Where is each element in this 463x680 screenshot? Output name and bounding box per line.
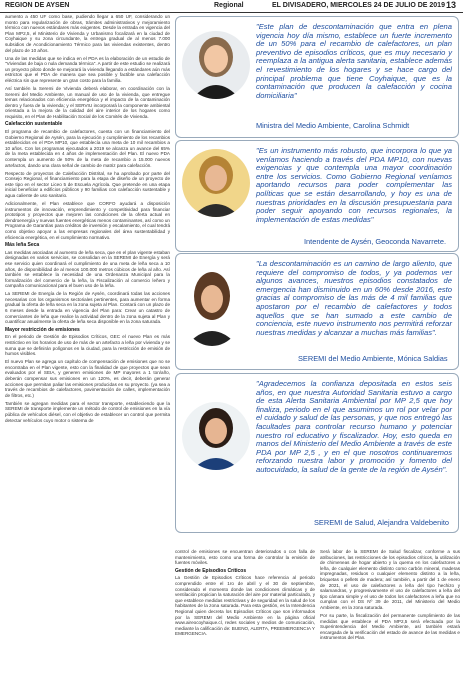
portrait-photo [180, 268, 244, 346]
section-heading: Más leña Seca [5, 242, 40, 249]
section-heading: Gestión de Episodios Críticos [175, 567, 247, 574]
portrait-photo [182, 149, 250, 217]
paragraph: Respecto de proyectos de Calefacción Distrital, se ha aprobado por parte del Consejo Regional, el financiamiento para la etapa de diseño de un proyecto de este tipo en el sector Liceo 5 de Escuela Agrícola. Que pretende en una etapa inicial beneficiar a edificios públicos y 90 familias con calefacción sustentable y agua caliente de uso sanitario. [5, 170, 170, 198]
quote-box-seremi-medio-ambiente [175, 253, 459, 370]
left-article-column [5, 14, 170, 426]
paragraph: Adicionalmente, el Plan establece que CORFO ayudará a disposición instrumentos de innovación, emprendimiento y competitividad para financiar prototipos y proyectos que mejoren las condiciones de la oferta actual en dendroenergía y nuevas fuentes energéticas menos contaminantes, así como un Programa de Garantías para créditos de inversión y escalamiento, el cual tendrá como objetivo apoyar a las empresas regionales del área sustentabilidad y eficiencia energética, en el cumplimiento normativo. [5, 200, 170, 240]
paragraph: Una de las medidas que se indica en el PDA es la elaboración de un estudio de "Viviendas de baja o nula demanda térmica". A partir de este estudio se realizará un proyecto piloto donde se mejorará la vivienda llegando a estándares aún más estrictos que el PDA de manera que sea posible y factible una calefacción eléctrica sin que represente un gran costo para la familia. [5, 55, 170, 83]
paragraph: La SEREMI de Energía de la Región de Aysén, coordinará todas las acciones necesarias con los organismos sectoriales pertinentes, para aumentar en forma gradual la oferta de leña seca en la zona sujeta al Plan. Contará con un plazo de 6 meses desde la entrada en vigencia del Plan para: Crear un catastro de comerciantes de leña que realice la actividad dentro de la zona sujeta al Plan y cuantificar anualmente la oferta de leña seca disponible en la zona saturada. [5, 291, 170, 325]
paragraph: El nuevo Plan se agrega un capítulo de compensación de emisiones que no se encontraba en el Plan vigente, esto con la finalidad de que proyectos que sean evaluados por el SEIA, y generen emisiones de MP mayores a 1 ton/año, deberán compensar sus emisiones en un 120%, es decir, deberán generar acciones que permitan paliar las emisiones producidas en su proyecto. (ya sea a través de recambios de calefactores, pavimentación de calles, implementación de filtros, etc.) [5, 359, 170, 398]
portrait-photo [182, 402, 250, 470]
quote-attribution: SEREMI del Medio Ambiente, Mónica Saldias [298, 354, 448, 363]
quote-attribution: SEREMI de Salud, Alejandra Valdebenito [314, 518, 450, 527]
woman-portrait-icon [182, 149, 250, 217]
bottom-center-column [175, 549, 315, 639]
section-heading: Calefacción sustentable [5, 121, 63, 128]
region-label: REGION DE AYSEN [5, 2, 70, 9]
section-heading: Mayor restricción de emisiones [5, 326, 80, 333]
paragraph: También se agregan medidas para el sector transporte, estableciendo que la SEREMI de transporte implemente un método de control de emisiones en la vía pública de vehículos diésel, con el objetivo de establecer un control que permita detectar vehículos cuyo motor o sistema de [5, 400, 170, 423]
quote-box-intendente [175, 140, 459, 252]
paragraph: La Gestión de Episodios Críticos hace referencia al periodo comprendido entre el 1ro de abril y el 30 de septiembre, considerado el momento donde las condiciones climáticas y de ventilación propician la saturación del aire por material particulado, y que establece medidas restrictivas y de seguridad en la salud de los habitantes de la zona saturada. Para esta gestión, es la Intendencia Regional quien decreta los Episodios Críticos que son informados por la SEREMI del Medio Ambiente en la página oficial www.aireocoyhaique.cl, redes sociales y medios de comunicación, mediante la calificación de: BUENO, ALERTA, PREEMERGENCIA Y EMERGENCIA. [175, 575, 315, 637]
page-number: 13 [446, 0, 457, 10]
woman-portrait-icon [180, 268, 244, 346]
woman-portrait-icon [182, 31, 250, 99]
paragraph: control de emisiones se encuentran deteriorados o con falla de mantenimiento, esto como una forma de controlar la emisión de fuentes móviles. [175, 549, 315, 566]
paragraph: aumento a 450 UF como base, pudiendo llegar a 650 UF, considerando un monto para regularización de obras, trámites administrativos y mejoramiento térmico con nuevos estándares más exigentes. Desde la entrada en vigencia del Plan MP2,5, el Ministerio de Vivienda y Urbanismo focalizará en la ciudad de Coyhaique y su zona circundante, la entrega gradual de al menos 7.000 subsidios de Acondicionamiento Térmico para las viviendas existentes, dentro del plazo de 10 años. [5, 14, 170, 53]
quote-box-ministra [175, 16, 459, 138]
quote-box-seremi-salud [175, 373, 459, 533]
portrait-photo [182, 31, 250, 99]
quote-text: "Es un instrumento más robusto, que incorpora lo que ya veníamos haciendo a través del PDA MP10, con nuevas exigencias y que contempla una mayor coordinación entre los servicios. Como Gobierno Regional veníamos aportando recursos para poder complementar las políticas que se están desarrollando, y hoy es una de nuestras prioridades en la discusión presupuestaria para poder seguir apoyando con recursos regionales, la implementación de estas medidas" [256, 146, 452, 224]
paragraph: Así también la Seremi de Vivienda deberá elaborar, en coordinación con la Seremi del Medio Ambiente, un manual de uso de la vivienda, que entregue temas relacionados con eficiencia energética y el impacto de la contaminación dentro y fuera de la vivienda; y el SERVIU incorporará la componente ambiental orientada a la mejora de la calidad del aire interior de los hogares como requisito, en el Plan de Habilitación Social de los Comités de Vivienda. [5, 85, 170, 119]
paragraph: Será labor de la SEREMI de Salud fiscalizar, conforme a sus atribuciones, las restricciones de los episodios críticos, la utilización de chimeneas de hogar abierto y la quema en los calefactores a leña, de cualquier elemento distinto como carbón mineral, maderas impregnadas, residuos o cualquier elemento distinto a la leña, briquetas o pellets de madera; así también, a partir del 1 de enero de 2021, el uso de calefactores a leña del tipo hechizo y salamandras, y progresivamente el uso de calefactores a leña del tipo cámara simple y el uso de todos los calefactores a leña que no cumplan con el DS Nº 39 de 2011, del Ministerio del Medio Ambiente, en la zona saturada. [320, 549, 460, 610]
paper-dateline: EL DIVISADERO, MIERCOLES 24 DE JULIO DE 2019 [272, 2, 445, 9]
paragraph: El programa de recambio de calefactores, cuenta con un financiamiento del Gobierno Regional de Aysén, para la ejecución y cumplimiento de los recambios establecidos en el PDA MP10, que establecía una meta de 10 mil recambios a 10 años. Con los programas ejecutados a 2019 se alcanza un avance del 65% de la meta establecida en 4 años de implementación del Plan. El nuevo PDA contempla un aumento de 50% de la meta de recambio a 15.000 nuevos artefactos, dando una clara señal de cambio de matriz para calefacción. [5, 129, 170, 168]
paragraph: En el periodo de Gestión de Episodios Críticos, GEC el nuevo Plan es más restrictivo en los horarios de uso de más de un artefacto a leña por vivienda y se suma que se definirán polígonos en la ciudad, para la restricción de emisión de humos visibles. [5, 334, 170, 357]
quote-attribution: Ministra del Medio Ambiente, Carolina Schmidt [256, 121, 410, 130]
section-label: Regional [214, 2, 244, 9]
paragraph: Las medidas asociadas al aumento de leña seca, que en el plan vigente estaban designadas en varios servicios, se consolidan en la SEREMI de Energía y será ese servicio quien coordinará el cumplimiento de una meta de leña seca a 10 años, de disponibilidad de al menos 100.000 metros cúbicos de leña al año. Así también se establece la necesidad de una Ordenanza Municipal para la formalización del comercio de la leña, la Fiscalización al comercio leñero y campaña comunicacional para el buen uso de la leña. [5, 249, 170, 289]
bottom-right-column [320, 549, 460, 643]
woman-portrait-icon [182, 402, 250, 470]
quote-text: "Este plan de descontaminación que entra en plena vigencia hoy día mismo, establece un fuerte incremento de un 50% para el recambio de calefactores, un plan preventivo de episodios críticos, que es muy necesario y reemplaza a la antigua alerta sanitaria, establece además el revestimiento de los hogares y se hace cargo del principal problema que tiene Coyhaique, que es la contaminación que producen la calefacción y cocina domiciliaria" [256, 22, 452, 100]
page-header [0, 0, 463, 13]
quote-text: "Agradecemos la confianza depositada en estos seis años, en que nuestra Autoridad Sanitaria estuvo a cargo de esta Alerta Sanitaria Ambiental por MP 2,5 que hoy finaliza, periodo en el que asumimos un rol por velar por el cuidado y salud de las personas, y que nos entregó las facultades para controlar recurso humano y potenciar nuestro rol educativo y fiscalizador. Hoy, esto queda en manos del Ministerio del Medio Ambiente a través de este PDA por MP 2,5 , y en el que nosotros continuaremos reforzando nuestra labor y promoción y fomento del autocuidado, la salud de la gente de la región de Aysén". [256, 379, 452, 474]
quote-text: "La descontaminación es un camino de largo aliento, que requiere del compromiso de todos, y ya podemos ver algunos avances, nuestros episodios constatados de emergencia han disminuido en un 60% desde 2016, esto gracias al compromiso de las más de 4 mil familias que apostaron por el recambio de calefactores y todos aquellos que se han sumado a este cambio de conciencia, este nuevo instrumento nos permitirá reforzar nuestras medidas y alcanzar a muchas más familias". [256, 259, 452, 337]
quote-attribution: Intendente de Aysén, Geoconda Navarrete. [304, 237, 447, 246]
paragraph: Por su parte, la fiscalización del permanente cumplimiento de las medidas que establece el PDA MP2,5 será efectuada por la Superintendencia del Medio Ambiente, así también estará encargada de la verificación del estado de avance de las medidas e instrumentos del Plan. [320, 612, 460, 641]
